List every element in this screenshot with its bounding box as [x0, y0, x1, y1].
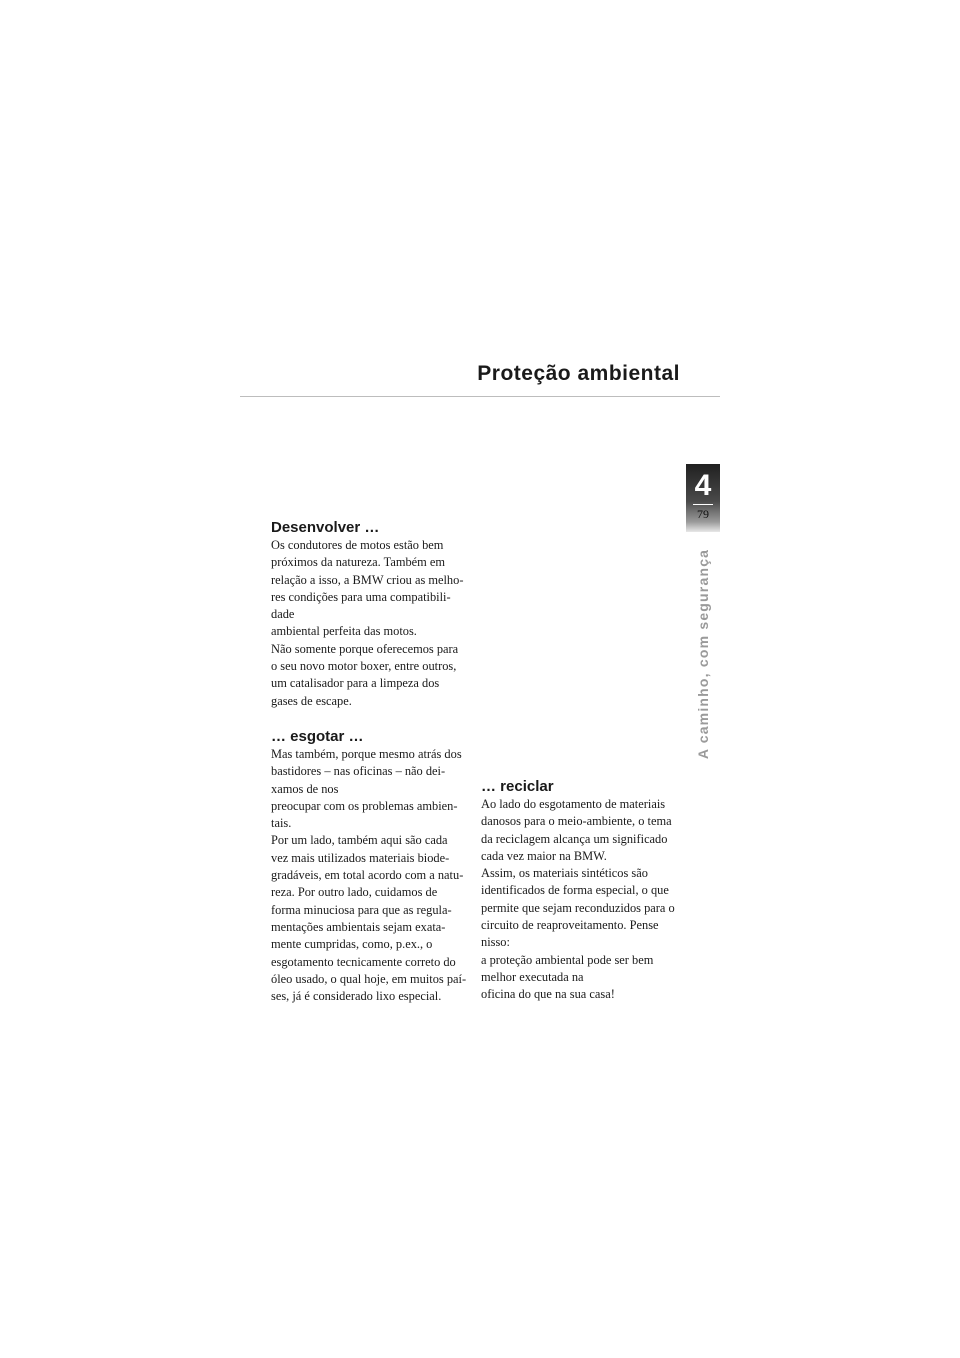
page-title: Proteção ambiental [477, 362, 680, 385]
page-number: 79 [697, 507, 709, 521]
body-text-line: melhor executada na [481, 969, 584, 984]
body-text-line: Não somente porque oferecemos para [271, 641, 459, 656]
body-text-line: permite que sejam reconduzidos para o [481, 900, 675, 915]
body-text-line: Mas também, porque mesmo atrás dos [271, 747, 462, 761]
body-text-line: dade [271, 607, 295, 622]
body-text-line: bastidores – nas oficinas – não dei- [271, 764, 446, 779]
body-text-line: ambiental perfeita das motos. [271, 624, 417, 639]
body-text-line: óleo usado, o qual hoje, em muitos paí- [271, 971, 467, 986]
body-text-line: reza. Por outro lado, cuidamos de [271, 885, 438, 900]
section-heading: … reciclar [481, 778, 554, 795]
body-text-line: gradáveis, em total acordo com a natu- [271, 868, 464, 883]
body-text-line: da reciclagem alcança um significado [481, 831, 668, 846]
chapter-number: 4 [694, 469, 712, 502]
body-text-line: nisso: [481, 935, 510, 950]
body-text-line: mentações ambientais sejam exata- [271, 919, 446, 934]
body-text-line: esgotamento tecnicamente correto do [271, 954, 456, 969]
section-body [271, 537, 476, 710]
body-text-line: gases de escape. [271, 693, 352, 708]
body-text-line: oficina do que na sua casa! [481, 987, 615, 1002]
body-text-line: identificados de forma especial, o que [481, 883, 669, 898]
body-text-line: cada vez maior na BMW. [481, 848, 607, 863]
body-text-line: Ao lado do esgotamento de materiais [481, 797, 666, 811]
title-divider [240, 396, 720, 397]
chapter-tab [686, 464, 720, 532]
body-text-line: xamos de nos [271, 781, 339, 796]
chapter-side-label-text: A caminho, com segurança [695, 548, 711, 760]
body-text-line: preocupar com os problemas ambien- [271, 798, 458, 813]
body-text-line: um catalisador para a limpeza dos [271, 676, 440, 691]
section-body [481, 796, 681, 1004]
body-text-line: relação a isso, a BMW criou as melho- [271, 572, 464, 587]
body-text-line: res condições para uma compatibili- [271, 589, 451, 604]
chapter-divider [693, 504, 713, 505]
body-text-line: Os condutores de motos estão bem [271, 538, 444, 552]
body-text-line: o seu novo motor boxer, entre outros, [271, 659, 457, 674]
body-text-line: circuito de reaproveitamento. Pense [481, 918, 659, 933]
section-heading: … esgotar … [271, 728, 364, 745]
body-text-line: danosos para o meio-ambiente, o tema [481, 814, 672, 829]
body-text-line: próximos da natureza. Também em [271, 555, 446, 570]
section-desenvolver [271, 519, 476, 710]
body-text-line: tais. [271, 816, 292, 831]
body-text-line: mente cumpridas, como, p.ex., o [271, 937, 433, 952]
section-heading: Desenvolver … [271, 519, 380, 536]
body-text-line: vez mais utilizados materiais biode- [271, 850, 450, 865]
body-text-line: Assim, os materiais sintéticos são [481, 866, 648, 881]
body-text-line: ses, já é considerado lixo especial. [271, 989, 442, 1004]
body-text-line: a proteção ambiental pode ser bem [481, 952, 654, 967]
body-text-line: forma minuciosa para que as regula- [271, 902, 452, 917]
body-text-line: Por um lado, também aqui são cada [271, 833, 448, 848]
section-body [271, 746, 476, 1005]
section-esgotar [271, 728, 476, 1005]
section-reciclar [481, 778, 681, 1004]
